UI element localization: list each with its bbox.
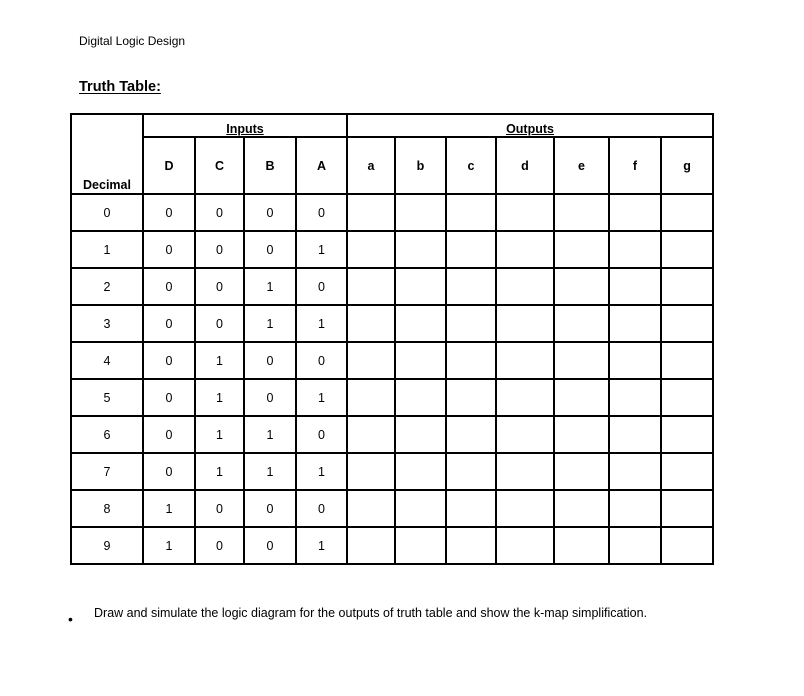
truth-table-heading: Truth Table: xyxy=(79,79,161,95)
decimal-cell: 2 xyxy=(71,268,143,305)
input-cell-b: 0 xyxy=(244,342,296,379)
input-cell-c: 0 xyxy=(195,490,244,527)
input-cell-a: 0 xyxy=(296,268,347,305)
output-cell[interactable] xyxy=(347,490,395,527)
output-cell[interactable] xyxy=(446,194,496,231)
header-row-groups xyxy=(71,114,713,137)
table-row xyxy=(71,379,713,416)
input-cell-d: 1 xyxy=(143,527,195,564)
input-column-header: B xyxy=(244,137,296,194)
document-header-title: Digital Logic Design xyxy=(79,34,186,48)
output-cell[interactable] xyxy=(395,231,446,268)
decimal-cell: 0 xyxy=(71,194,143,231)
output-cell[interactable] xyxy=(496,379,554,416)
table-row xyxy=(71,194,713,231)
input-column-header: A xyxy=(296,137,347,194)
input-cell-a: 0 xyxy=(296,490,347,527)
input-cell-b: 0 xyxy=(244,527,296,564)
decimal-cell: 9 xyxy=(71,527,143,564)
input-cell-a: 1 xyxy=(296,231,347,268)
output-column-header: d xyxy=(496,137,554,194)
input-cell-a: 0 xyxy=(296,342,347,379)
output-cell[interactable] xyxy=(661,194,713,231)
input-column-header: D xyxy=(143,137,195,194)
output-cell[interactable] xyxy=(347,305,395,342)
output-column-header: g xyxy=(661,137,713,194)
output-cell[interactable] xyxy=(609,231,661,268)
output-cell[interactable] xyxy=(554,268,609,305)
output-cell[interactable] xyxy=(496,453,554,490)
decimal-cell: 4 xyxy=(71,342,143,379)
decimal-cell: 7 xyxy=(71,453,143,490)
truth-table xyxy=(70,113,714,565)
input-cell-b: 1 xyxy=(244,268,296,305)
input-cell-c: 0 xyxy=(195,527,244,564)
input-cell-d: 0 xyxy=(143,416,195,453)
output-cell[interactable] xyxy=(347,453,395,490)
input-cell-d: 0 xyxy=(143,379,195,416)
output-cell[interactable] xyxy=(609,490,661,527)
output-cell[interactable] xyxy=(395,194,446,231)
output-cell[interactable] xyxy=(395,416,446,453)
output-cell[interactable] xyxy=(395,490,446,527)
output-column-header: c xyxy=(446,137,496,194)
table-row xyxy=(71,268,713,305)
output-cell[interactable] xyxy=(661,268,713,305)
table-row xyxy=(71,342,713,379)
output-cell[interactable] xyxy=(609,342,661,379)
output-cell[interactable] xyxy=(661,231,713,268)
input-cell-a: 0 xyxy=(296,194,347,231)
input-cell-a: 0 xyxy=(296,416,347,453)
input-cell-a: 1 xyxy=(296,379,347,416)
table-row xyxy=(71,416,713,453)
input-cell-a: 1 xyxy=(296,527,347,564)
output-cell[interactable] xyxy=(609,453,661,490)
output-cell[interactable] xyxy=(609,379,661,416)
output-cell[interactable] xyxy=(347,268,395,305)
input-column-header: C xyxy=(195,137,244,194)
output-cell[interactable] xyxy=(496,194,554,231)
output-column-header: e xyxy=(554,137,609,194)
output-column-header: f xyxy=(609,137,661,194)
input-cell-c: 0 xyxy=(195,268,244,305)
input-cell-d: 1 xyxy=(143,490,195,527)
input-cell-b: 0 xyxy=(244,194,296,231)
output-cell[interactable] xyxy=(446,231,496,268)
output-cell[interactable] xyxy=(347,342,395,379)
table-row xyxy=(71,305,713,342)
output-cell[interactable] xyxy=(347,527,395,564)
input-cell-d: 0 xyxy=(143,453,195,490)
input-cell-c: 1 xyxy=(195,342,244,379)
input-cell-b: 0 xyxy=(244,231,296,268)
output-cell[interactable] xyxy=(609,416,661,453)
output-cell[interactable] xyxy=(496,527,554,564)
input-cell-c: 0 xyxy=(195,194,244,231)
output-cell[interactable] xyxy=(496,268,554,305)
decimal-column-header: Decimal xyxy=(71,137,143,194)
output-cell[interactable] xyxy=(496,305,554,342)
input-cell-b: 1 xyxy=(244,453,296,490)
output-cell[interactable] xyxy=(347,194,395,231)
input-cell-a: 1 xyxy=(296,305,347,342)
output-cell[interactable] xyxy=(554,379,609,416)
input-cell-b: 1 xyxy=(244,416,296,453)
output-cell[interactable] xyxy=(446,416,496,453)
output-cell[interactable] xyxy=(395,305,446,342)
header-row-columns xyxy=(71,137,713,172)
table-row xyxy=(71,527,713,564)
inputs-label: Inputs xyxy=(226,121,264,136)
output-cell[interactable] xyxy=(661,490,713,527)
output-cell[interactable] xyxy=(496,490,554,527)
output-cell[interactable] xyxy=(554,527,609,564)
output-cell[interactable] xyxy=(496,416,554,453)
output-cell[interactable] xyxy=(609,527,661,564)
input-cell-d: 0 xyxy=(143,268,195,305)
input-cell-b: 0 xyxy=(244,490,296,527)
output-cell[interactable] xyxy=(395,453,446,490)
input-cell-b: 1 xyxy=(244,305,296,342)
output-cell[interactable] xyxy=(554,453,609,490)
output-cell[interactable] xyxy=(446,453,496,490)
output-cell[interactable] xyxy=(446,379,496,416)
decimal-cell: 6 xyxy=(71,416,143,453)
input-cell-c: 1 xyxy=(195,416,244,453)
output-cell[interactable] xyxy=(661,453,713,490)
bullet-point: • xyxy=(68,611,73,627)
input-cell-d: 0 xyxy=(143,305,195,342)
output-cell[interactable] xyxy=(661,416,713,453)
output-cell[interactable] xyxy=(347,379,395,416)
output-cell[interactable] xyxy=(446,490,496,527)
outputs-group-header xyxy=(347,114,713,137)
output-cell[interactable] xyxy=(661,379,713,416)
input-cell-c: 0 xyxy=(195,305,244,342)
output-cell[interactable] xyxy=(347,416,395,453)
output-cell[interactable] xyxy=(609,268,661,305)
decimal-cell: 3 xyxy=(71,305,143,342)
input-cell-c: 1 xyxy=(195,453,244,490)
table-row xyxy=(71,490,713,527)
decimal-cell: 8 xyxy=(71,490,143,527)
output-cell[interactable] xyxy=(554,416,609,453)
decimal-corner-cell xyxy=(71,114,143,137)
output-cell[interactable] xyxy=(446,268,496,305)
inputs-group-header xyxy=(143,114,347,137)
output-cell[interactable] xyxy=(395,527,446,564)
output-column-header: a xyxy=(347,137,395,194)
output-cell[interactable] xyxy=(554,194,609,231)
output-cell[interactable] xyxy=(446,342,496,379)
output-cell[interactable] xyxy=(496,342,554,379)
output-cell[interactable] xyxy=(554,342,609,379)
decimal-cell: 5 xyxy=(71,379,143,416)
decimal-cell: 1 xyxy=(71,231,143,268)
output-cell[interactable] xyxy=(496,231,554,268)
instruction-text: Draw and simulate the logic diagram for the outputs of truth table and show the k-map simplification. xyxy=(94,606,648,620)
output-cell[interactable] xyxy=(395,268,446,305)
output-cell[interactable] xyxy=(554,305,609,342)
outputs-label: Outputs xyxy=(506,121,554,136)
input-cell-c: 0 xyxy=(195,231,244,268)
input-cell-d: 0 xyxy=(143,342,195,379)
output-cell[interactable] xyxy=(554,231,609,268)
input-cell-c: 1 xyxy=(195,379,244,416)
output-cell[interactable] xyxy=(395,342,446,379)
input-cell-b: 0 xyxy=(244,379,296,416)
output-cell[interactable] xyxy=(609,194,661,231)
input-cell-a: 1 xyxy=(296,453,347,490)
output-cell[interactable] xyxy=(609,305,661,342)
output-cell[interactable] xyxy=(661,305,713,342)
input-cell-d: 0 xyxy=(143,194,195,231)
output-column-header: b xyxy=(395,137,446,194)
output-cell[interactable] xyxy=(554,490,609,527)
output-cell[interactable] xyxy=(661,342,713,379)
output-cell[interactable] xyxy=(347,231,395,268)
input-cell-d: 0 xyxy=(143,231,195,268)
output-cell[interactable] xyxy=(446,527,496,564)
output-cell[interactable] xyxy=(395,379,446,416)
table-row xyxy=(71,231,713,268)
table-row xyxy=(71,453,713,490)
output-cell[interactable] xyxy=(661,527,713,564)
output-cell[interactable] xyxy=(446,305,496,342)
